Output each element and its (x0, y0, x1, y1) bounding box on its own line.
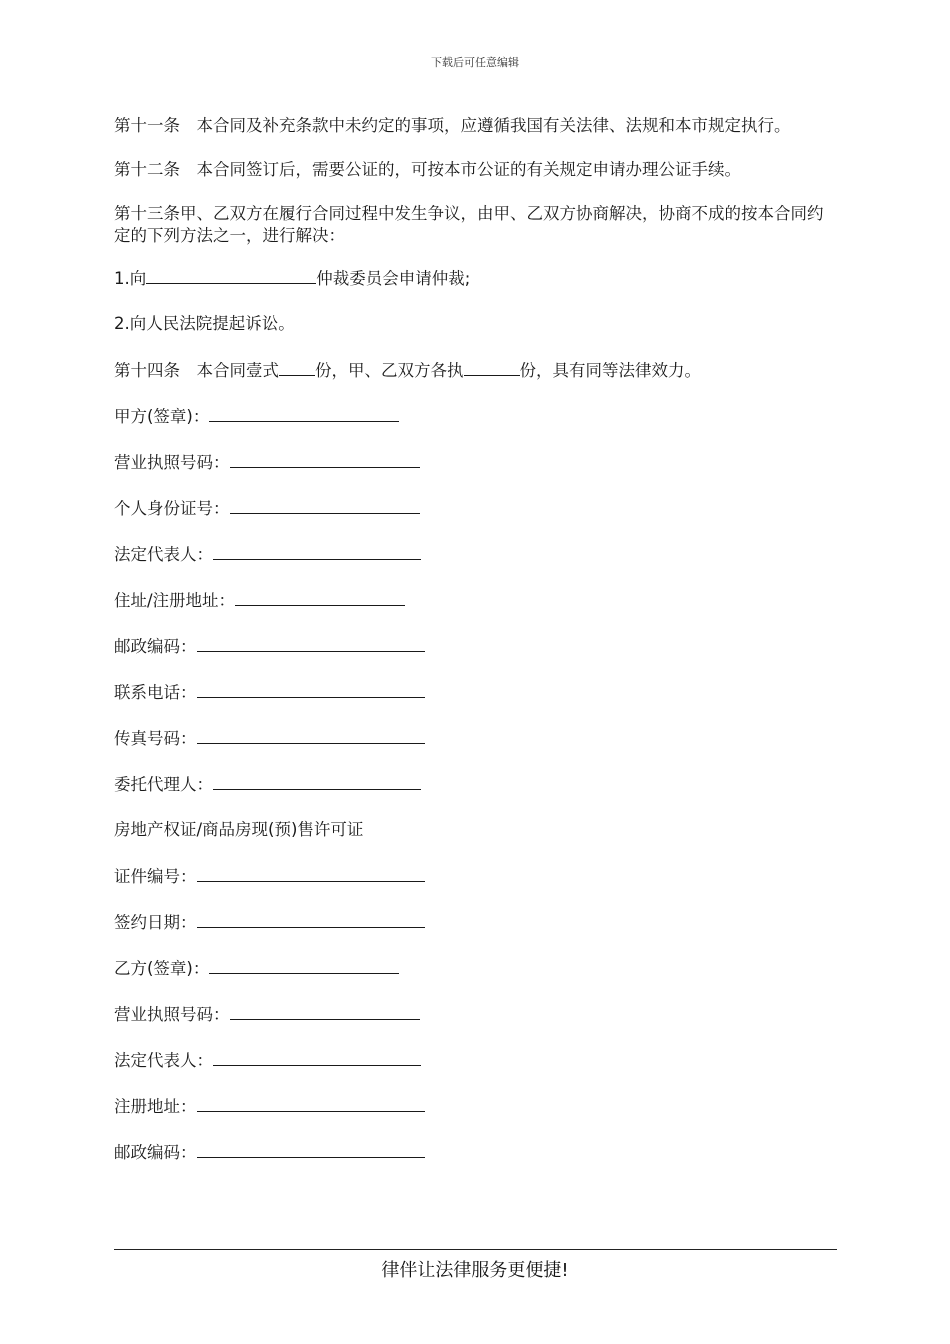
party-b-legal-rep-blank[interactable] (213, 1049, 421, 1066)
party-b-reg-address-blank[interactable] (197, 1095, 425, 1112)
cert-number-field: 证件编号： (114, 865, 826, 887)
party-a-address-blank[interactable] (235, 589, 405, 606)
sign-date-field: 签约日期： (114, 911, 826, 933)
cert-number-blank[interactable] (197, 865, 425, 882)
sign-date-blank[interactable] (197, 911, 425, 928)
party-a-phone-field: 联系电话： (114, 681, 826, 703)
party-b-legal-rep-field: 法定代表人： (114, 1049, 826, 1071)
party-b-signature-blank[interactable] (209, 957, 399, 974)
party-b-signature-field: 乙方(签章)： (114, 957, 826, 979)
article-13: 第十三条甲、乙双方在履行合同过程中发生争议，由甲、乙双方协商解决，协商不成的按本合同约定的下列方法之一，进行解决： (114, 204, 824, 245)
total-copies-blank[interactable] (279, 359, 315, 376)
party-a-license-blank[interactable] (230, 451, 420, 468)
party-a-signature-field: 甲方(签章)： (114, 405, 826, 427)
party-a-fax-field: 传真号码： (114, 727, 826, 749)
party-a-agent-field: 委托代理人： (114, 773, 826, 795)
dispute-option-arbitration: 1.向 仲裁委员会申请仲裁; (114, 269, 471, 288)
party-a-address-field: 住址/注册地址： (114, 589, 826, 611)
party-a-signature-blank[interactable] (209, 405, 399, 422)
page-footer: 律伴让法律服务更便捷! (381, 1260, 569, 1281)
party-b-reg-address-field: 注册地址： (114, 1095, 826, 1117)
page-header: 下载后可任意编辑 (431, 56, 519, 69)
party-a-legal-rep-field: 法定代表人： (114, 543, 826, 565)
copies-each-blank[interactable] (464, 359, 520, 376)
party-a-phone-blank[interactable] (197, 681, 425, 698)
party-b-postcode-blank[interactable] (197, 1141, 425, 1158)
dispute-option-litigation: 2.向人民法院提起诉讼。 (114, 314, 295, 333)
party-a-id-field: 个人身份证号： (114, 497, 826, 519)
party-a-postcode-field: 邮政编码： (114, 635, 826, 657)
arbitration-commission-blank[interactable] (146, 267, 316, 284)
article-11: 第十一条 本合同及补充条款中未约定的事项，应遵循我国有关法律、法规和本市规定执行。 (114, 116, 791, 135)
article-14: 第十四条 本合同壹式 份，甲、乙双方各执 份，具有同等法律效力。 (114, 361, 701, 380)
property-cert-title: 房地产权证/商品房现(预)售许可证 (114, 820, 364, 839)
party-b-license-field: 营业执照号码： (114, 1003, 826, 1025)
party-b-postcode-field: 邮政编码： (114, 1141, 826, 1163)
party-a-license-field: 营业执照号码： (114, 451, 826, 473)
party-a-legal-rep-blank[interactable] (213, 543, 421, 560)
contract-body (114, 115, 826, 1187)
party-b-license-blank[interactable] (230, 1003, 420, 1020)
party-a-agent-blank[interactable] (213, 773, 421, 790)
article-12: 第十二条 本合同签订后，需要公证的，可按本市公证的有关规定申请办理公证手续。 (114, 160, 741, 179)
party-a-postcode-blank[interactable] (197, 635, 425, 652)
footer-divider (114, 1249, 837, 1250)
party-a-fax-blank[interactable] (197, 727, 425, 744)
party-a-id-blank[interactable] (230, 497, 420, 514)
